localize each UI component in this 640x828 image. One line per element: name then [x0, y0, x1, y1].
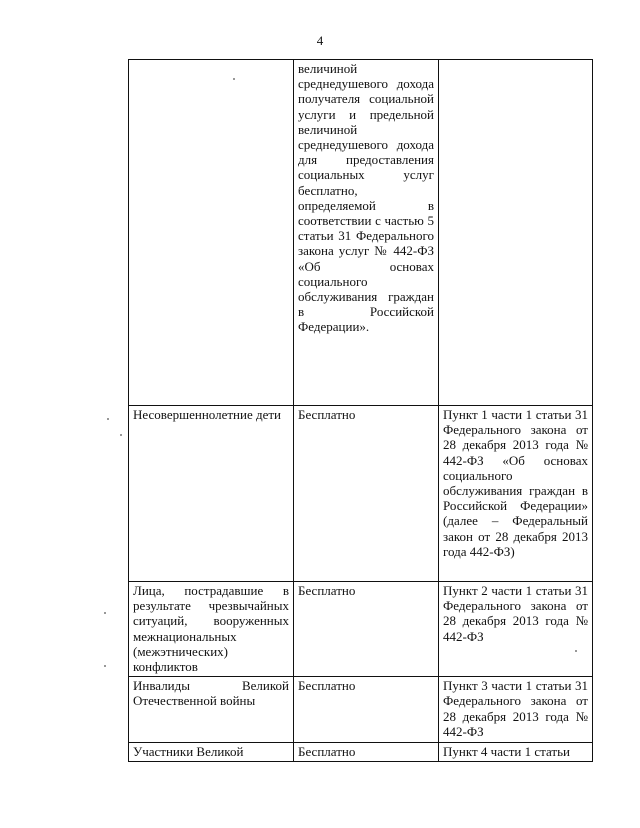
table-row: [129, 743, 593, 762]
table-row: [129, 582, 593, 677]
page-number: 4: [316, 33, 324, 48]
table-row: [129, 677, 593, 743]
social-services-table: [128, 59, 593, 762]
table-row: [129, 60, 593, 406]
basis-cell: [439, 60, 593, 406]
scan-speck: [120, 434, 122, 436]
scan-speck: [107, 418, 109, 420]
category-cell: Участники Великой: [129, 743, 294, 762]
scan-speck: [233, 78, 235, 80]
basis-cell: Пункт 3 части 1 статьи 31 Федерального закона от 28 декабря 2013 года № 442-ФЗ: [439, 677, 593, 743]
scan-speck: [575, 650, 577, 652]
cost-cell: Бесплатно: [294, 743, 439, 762]
cost-cell: Бесплатно: [294, 582, 439, 677]
table-row: [129, 406, 593, 582]
category-cell: [129, 60, 294, 406]
category-cell: Несовершеннолетние дети: [129, 406, 294, 582]
cost-cell: Бесплатно: [294, 677, 439, 743]
scan-speck: [104, 612, 106, 614]
basis-cell: Пункт 1 части 1 статьи 31 Федерального закона от 28 декабря 2013 года № 442-ФЗ «Об основах социального обслуживания граждан в Российской Федерации» (далее – Федеральный закон от 28 декабря 2013 года 442-ФЗ): [439, 406, 593, 582]
category-cell: Лица, пострадавшие в результате чрезвычайных ситуаций, вооруженных межнациональных (межэтнических) конфликтов: [129, 582, 294, 677]
basis-cell: Пункт 2 части 1 статьи 31 Федерального закона от 28 декабря 2013 года № 442-ФЗ: [439, 582, 593, 677]
cost-cell: Бесплатно: [294, 406, 439, 582]
category-cell: Инвалиды Великой Отечественной войны: [129, 677, 294, 743]
basis-cell: Пункт 4 части 1 статьи: [439, 743, 593, 762]
cost-cell: величиной среднедушевого дохода получателя социальной услуги и предельной величиной среднедушевого дохода для предоставления социальных услуг бесплатно, определяемой в соответствии с частью 5 статьи 31 Федерального закона услуг № 442-ФЗ «Об основах социального обслуживания граждан в Российской Федерации».: [294, 60, 439, 406]
scan-speck: [104, 665, 106, 667]
